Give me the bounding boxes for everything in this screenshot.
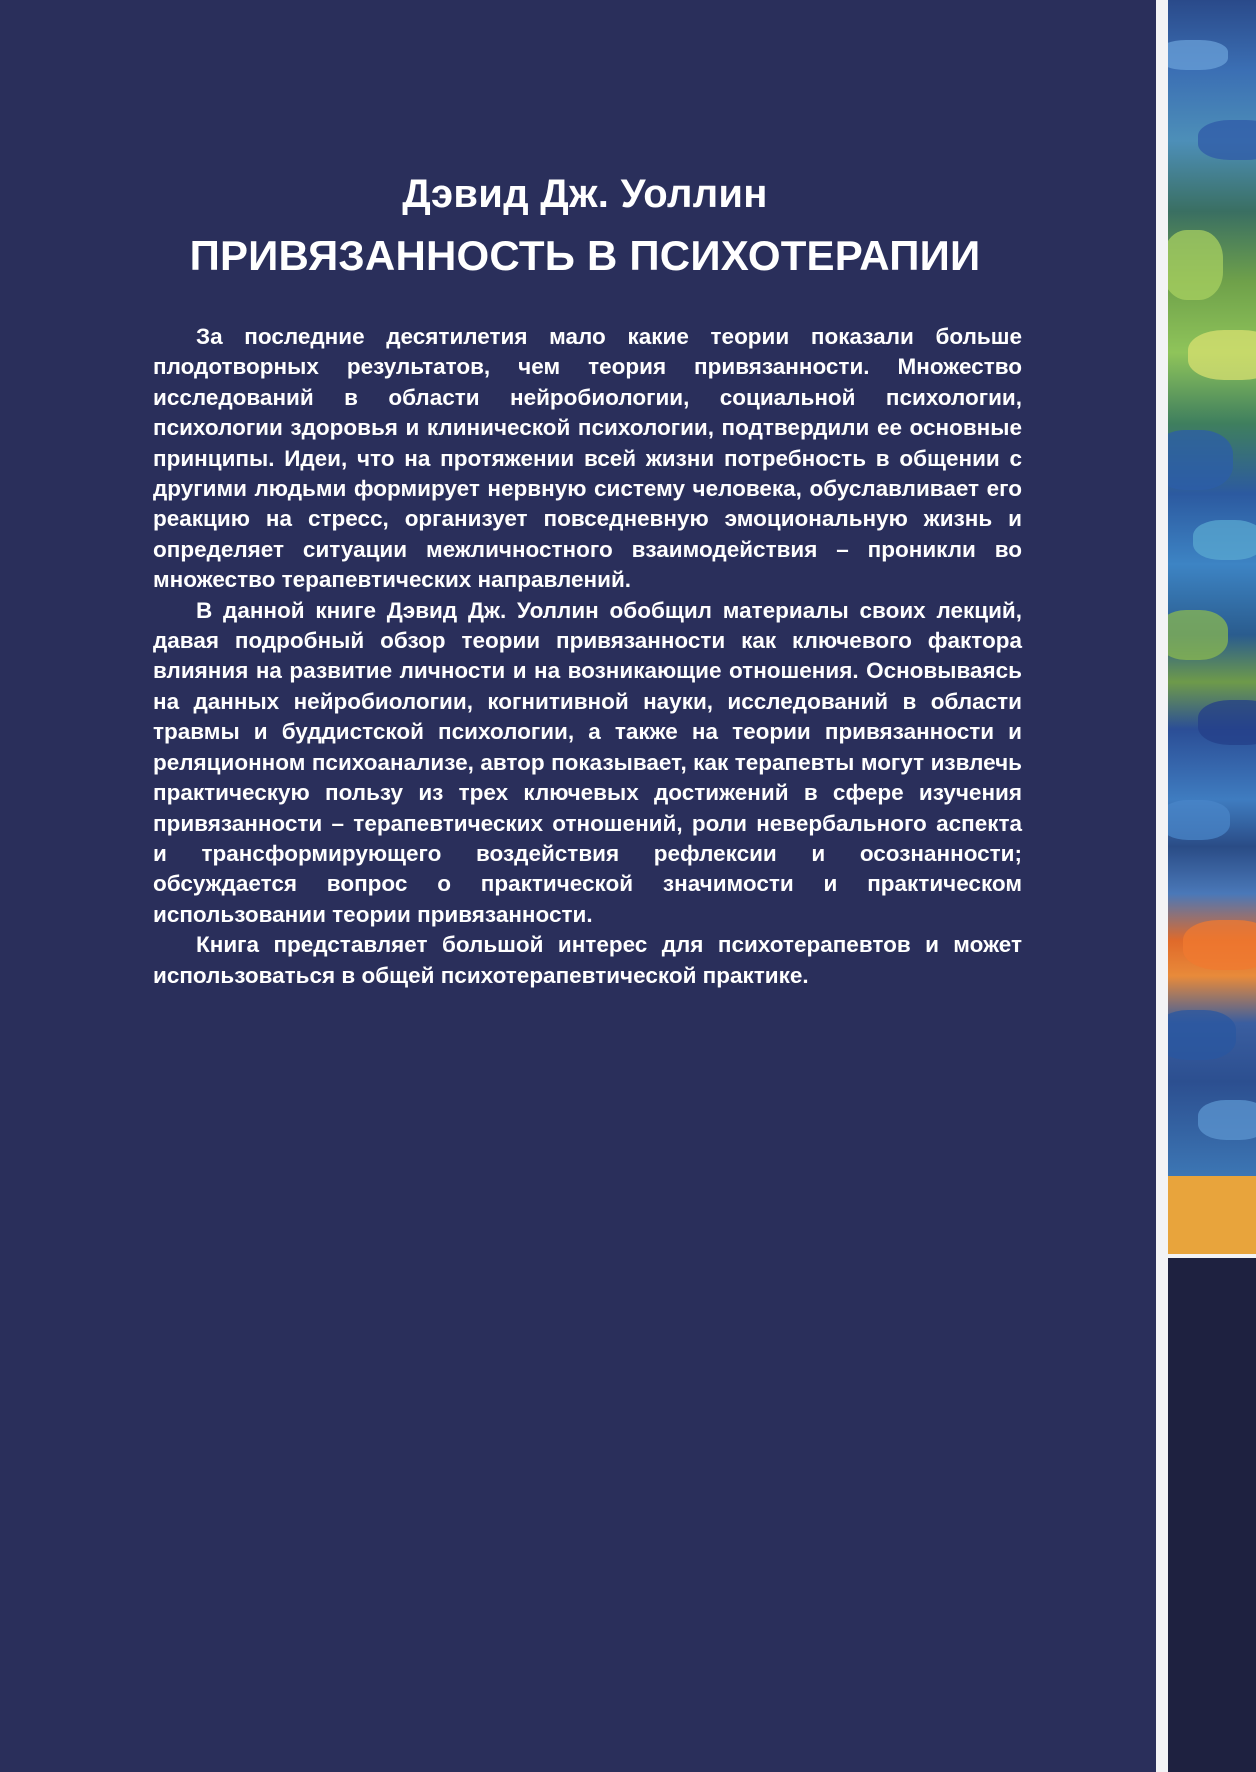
book-title: ПРИВЯЗАННОСТЬ В ПСИХОТЕРАПИИ <box>189 232 981 279</box>
cover-painting-strip <box>1168 0 1256 1176</box>
annotation-paragraph-3: Книга представляет большой интерес для психотерапевтов и может использоваться в общей психотерапевтической практике. <box>153 932 1022 988</box>
painting-stroke <box>1198 1100 1256 1140</box>
spine-accent-band <box>1168 1176 1256 1254</box>
spine-divider <box>1156 0 1168 1772</box>
painting-stroke <box>1168 40 1228 70</box>
painting-stroke <box>1168 430 1233 490</box>
annotation-paragraph-1: За последние десятилетия мало какие теории показали больше плодотворных результатов, чем теория привязанности. Множество исследований в области нейробиологии, социальной психологии, психологии здоровья и клинической психологии, подтвердили ее основные принципы. Идеи, что на протяжении всей жизни потребность в общении с другими людьми формирует нервную систему человека, обуславливает его реакцию на стресс, организует повседневную эмоциональную жизнь и определяет ситуации межличностного взаимодействия – проникли во множество терапевтических направлений. <box>153 324 1022 593</box>
painting-stroke <box>1193 520 1256 560</box>
painting-stroke <box>1168 230 1223 300</box>
painting-stroke <box>1168 1010 1236 1060</box>
annotation-text <box>153 322 1022 991</box>
painting-stroke <box>1183 920 1256 970</box>
painting-stroke <box>1198 120 1256 160</box>
painting-stroke <box>1188 330 1256 380</box>
painting-stroke <box>1168 800 1230 840</box>
painting-stroke <box>1198 700 1256 745</box>
painting-stroke <box>1168 610 1228 660</box>
author-name: Дэвид Дж. Уоллин <box>402 172 768 216</box>
spine-dark-band <box>1168 1258 1256 1772</box>
annotation-paragraph-2: В данной книге Дэвид Дж. Уоллин обобщил материалы своих лекций, давая подробный обзор теории привязанности как ключевого фактора влияния на развитие личности и на возникающие отношения. Основываясь на данных нейробиологии, когнитивной науки, исследований в области травмы и буддистской психологии, а также на теории привязанности и реляционном психоанализе, автор показывает, как терапевты могут извлечь практическую пользу из трех ключевых достижений в сфере изучения привязанности – терапевтических отношений, роли невербального аспекта и трансформирующего воздействия рефлексии и осознанности; обсуждается вопрос о практической значимости и практическом использовании теории привязанности. <box>153 597 1022 927</box>
